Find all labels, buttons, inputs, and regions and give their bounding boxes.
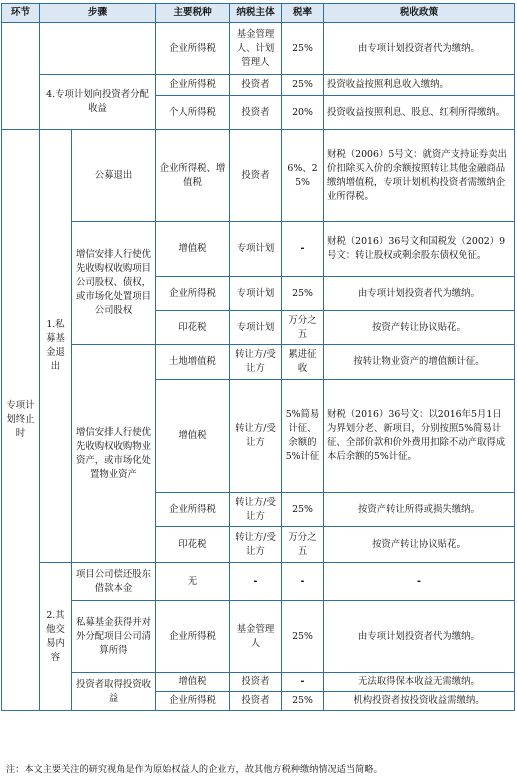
table-row bbox=[2, 75, 515, 96]
rate-cell: 万分之五 bbox=[282, 311, 324, 345]
rate-cell: 25% bbox=[282, 75, 324, 96]
payer-cell: 投资者 bbox=[230, 130, 282, 222]
policy-cell: 财税（2016）36号文：以2016年5月1日为界划分老、新项目，分别按照5%简易计征、全部价款和价外费用扣除不动产取得成本后余额的5%计征。 bbox=[324, 380, 515, 493]
tax-cell: 增值税 bbox=[156, 673, 230, 692]
policy-cell: 投资收益按照利息、股息、红利所得缴纳。 bbox=[324, 96, 515, 130]
payer-cell: 专项计划 bbox=[230, 222, 282, 277]
step-cell: 投资者取得投资收益 bbox=[72, 673, 156, 711]
payer-cell: 基金管理人 bbox=[230, 601, 282, 673]
stage-cell bbox=[2, 23, 40, 130]
rate-cell: - bbox=[282, 673, 324, 692]
step-cell: 增信安排人行使优先收购权收购项目公司股权、债权，或市场化处置项目公司股权 bbox=[72, 222, 156, 345]
substage-cell: 2.其他交易内容 bbox=[40, 563, 72, 711]
policy-cell: 投资收益按照利息收入缴纳。 bbox=[324, 75, 515, 96]
tax-cell: 印花税 bbox=[156, 527, 230, 563]
tax-cell: 企业所得税 bbox=[156, 75, 230, 96]
table-row bbox=[2, 345, 515, 380]
rate-cell: 25% bbox=[282, 277, 324, 311]
tax-cell: 企业所得税 bbox=[156, 277, 230, 311]
rate-cell: 万分之五 bbox=[282, 527, 324, 563]
rate-cell: 25% bbox=[282, 23, 324, 75]
table-row bbox=[2, 130, 515, 222]
payer-cell: 专项计划 bbox=[230, 311, 282, 345]
payer-cell: 投资者 bbox=[230, 692, 282, 711]
policy-cell: 由专项计划投资者代为缴纳。 bbox=[324, 277, 515, 311]
payer-cell: 转让方/受让方 bbox=[230, 345, 282, 380]
payer-cell: 投资者 bbox=[230, 96, 282, 130]
tax-cell: 印花税 bbox=[156, 311, 230, 345]
tax-cell: 企业所得税 bbox=[156, 23, 230, 75]
table-row bbox=[2, 601, 515, 673]
payer-cell: - bbox=[230, 563, 282, 601]
policy-cell: 机构投资者按投资收益需缴纳。 bbox=[324, 692, 515, 711]
tax-cell: 增值税 bbox=[156, 222, 230, 277]
table-row bbox=[2, 222, 515, 277]
policy-cell: 按资产转让所得或损失缴纳。 bbox=[324, 493, 515, 527]
table-row bbox=[2, 563, 515, 601]
tax-cell: 个人所得税 bbox=[156, 96, 230, 130]
header-tax: 主要税种 bbox=[156, 4, 230, 23]
rate-cell: 6%、25% bbox=[282, 130, 324, 222]
policy-cell: 按转让物业资产的增值额计征。 bbox=[324, 345, 515, 380]
tax-cell: 土地增值税 bbox=[156, 345, 230, 380]
policy-cell: 由专项计划投资者代为缴纳。 bbox=[324, 23, 515, 75]
rate-cell: 25% bbox=[282, 692, 324, 711]
rate-cell: - bbox=[282, 222, 324, 277]
payer-cell: 投资者 bbox=[230, 75, 282, 96]
header-payer: 纳税主体 bbox=[230, 4, 282, 23]
payer-cell: 基金管理人、计划管理人 bbox=[230, 23, 282, 75]
step-cell: 项目公司偿还股东借款本金 bbox=[72, 563, 156, 601]
tax-cell: 无 bbox=[156, 563, 230, 601]
header-step: 步骤 bbox=[40, 4, 156, 23]
payer-cell: 转让方/受让方 bbox=[230, 493, 282, 527]
tax-cell: 企业所得税 bbox=[156, 601, 230, 673]
rate-cell: 25% bbox=[282, 493, 324, 527]
payer-cell: 投资者 bbox=[230, 673, 282, 692]
rate-cell: - bbox=[282, 563, 324, 601]
rate-cell: 25% bbox=[282, 601, 324, 673]
table-row bbox=[2, 673, 515, 692]
rate-cell: 累进征收 bbox=[282, 345, 324, 380]
policy-cell: 财税（2006）5号文：就资产支持证券卖出价扣除买入价的余额按照转让其他金融商品缴纳增值税，专项计划机构投资者需缴纳企业所得税。 bbox=[324, 130, 515, 222]
substage-cell: 1.私募基金退出 bbox=[40, 130, 72, 563]
policy-cell: 无法取得保本收益无需缴纳。 bbox=[324, 673, 515, 692]
rate-cell: 20% bbox=[282, 96, 324, 130]
tax-cell: 增值税 bbox=[156, 380, 230, 493]
payer-cell: 转让方/受让方 bbox=[230, 527, 282, 563]
table-header-row bbox=[2, 4, 515, 23]
tax-cell: 企业所得税、增值税 bbox=[156, 130, 230, 222]
header-policy: 税收政策 bbox=[324, 4, 515, 23]
table-row bbox=[2, 23, 515, 75]
stage-cell: 专项计划终止时 bbox=[2, 130, 40, 711]
policy-cell: 按资产转让协议贴花。 bbox=[324, 311, 515, 345]
policy-cell: 财税（2016）36号文和国税发（2002）9号文：转让股权或剩余股东债权免征。 bbox=[324, 222, 515, 277]
policy-cell: - bbox=[324, 563, 515, 601]
step-cell: 4.专项计划向投资者分配收益 bbox=[40, 75, 156, 130]
tax-cell: 企业所得税 bbox=[156, 493, 230, 527]
tax-policy-table bbox=[1, 3, 515, 711]
payer-cell: 转让方/受让方 bbox=[230, 380, 282, 493]
step-cell: 私募基金获得并对外分配项目公司清算所得 bbox=[72, 601, 156, 673]
footnote: 注：本文主要关注的研究视角是作为原始权益人的企业方，故其他方税种缴纳情况适当简略。 bbox=[6, 764, 383, 775]
header-rate: 税率 bbox=[282, 4, 324, 23]
policy-cell: 由专项计划投资者代为缴纳。 bbox=[324, 601, 515, 673]
payer-cell: 专项计划 bbox=[230, 277, 282, 311]
step-cell: 增信安排人行使优先收购权收购物业资产，或市场化处置物业资产 bbox=[72, 345, 156, 563]
tax-cell: 企业所得税 bbox=[156, 692, 230, 711]
header-stage: 环节 bbox=[2, 4, 40, 23]
policy-cell: 按资产转让协议贴花。 bbox=[324, 527, 515, 563]
rate-cell: 5%简易计征、余额的5%计征 bbox=[282, 380, 324, 493]
step-cell: 公募退出 bbox=[72, 130, 156, 222]
step-cell bbox=[40, 23, 156, 75]
